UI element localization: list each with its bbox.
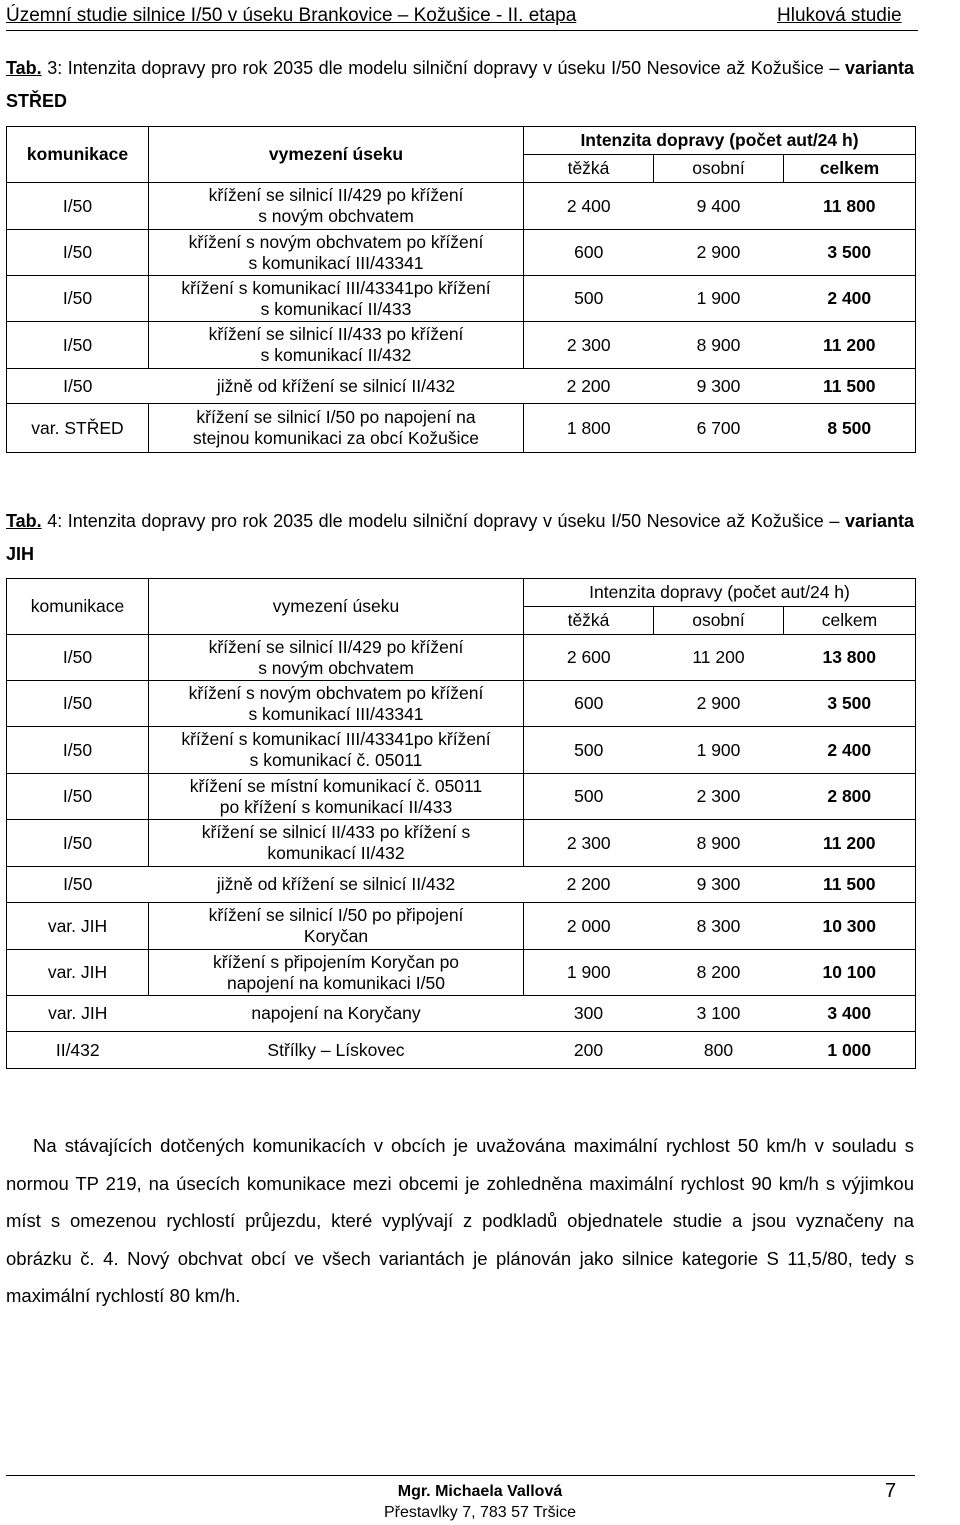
cell-osobni: 2 900 bbox=[654, 230, 784, 276]
cell-tezka: 500 bbox=[524, 727, 654, 774]
cell-tezka: 200 bbox=[524, 1032, 654, 1069]
cell-tezka: 600 bbox=[524, 230, 654, 276]
header-title: Územní studie silnice I/50 v úseku Brankovice – Kožušice - II. etapa bbox=[6, 5, 577, 26]
cell-komunikace: I/50 bbox=[7, 867, 149, 903]
cell-vymezeni: jižně od křížení se silnicí II/432 bbox=[149, 369, 524, 404]
col-header-komunikace: komunikace bbox=[7, 127, 149, 183]
col-header-tezka: těžká bbox=[524, 155, 654, 183]
cell-celkem: 10 100 bbox=[784, 950, 916, 996]
cell-tezka: 600 bbox=[524, 681, 654, 727]
cell-vymezeni bbox=[149, 820, 524, 867]
cell-tezka: 500 bbox=[524, 774, 654, 820]
table-row bbox=[7, 774, 916, 820]
cell-celkem: 11 200 bbox=[784, 322, 916, 369]
cell-vymezeni-line1: křížení s novým obchvatem po křížení bbox=[188, 231, 484, 252]
cell-celkem: 3 500 bbox=[784, 230, 916, 276]
cell-vymezeni: Střílky – Lískovec bbox=[149, 1032, 524, 1069]
cell-vymezeni-line2: s komunikací III/43341 bbox=[248, 252, 424, 273]
cell-vymezeni-line2: s novým obchvatem bbox=[258, 206, 414, 226]
table-row bbox=[7, 404, 916, 453]
body-paragraph-text: Na stávajících dotčených komunikacích v obcích je uvažována maximální rychlost 50 km/h v souladu s normou TP 219, na úsecích komunikace mezi obcemi je zohledněna maximální rychlost 90 km/h s výjimkou míst s omezenou rychlostí průjezdu, které vyplývají z podkladů objednatele studie a jsou vyznačeny na obrázku č. 4. Nový obchvat obcí ve všech variantách je plánován jako silnice kategorie S 11,5/80, tedy s maximální rychlostí 80 km/h. bbox=[6, 1135, 914, 1306]
footer-divider bbox=[6, 1475, 915, 1476]
table3-caption-number: 3 bbox=[47, 58, 58, 78]
table-row bbox=[7, 369, 916, 404]
cell-celkem: 11 500 bbox=[784, 369, 916, 404]
table-row bbox=[7, 183, 916, 230]
header-doc-type: Hluková studie bbox=[777, 5, 902, 26]
cell-celkem: 11 800 bbox=[784, 183, 916, 230]
cell-vymezeni-line1: křížení se silnicí I/50 po napojení na bbox=[196, 407, 476, 427]
cell-osobni: 2 300 bbox=[654, 774, 784, 820]
cell-tezka: 300 bbox=[524, 996, 654, 1032]
cell-vymezeni bbox=[149, 681, 524, 727]
cell-komunikace: var. JIH bbox=[7, 996, 149, 1032]
cell-tezka: 2 000 bbox=[524, 903, 654, 950]
cell-celkem: 10 300 bbox=[784, 903, 916, 950]
cell-vymezeni bbox=[149, 276, 524, 322]
table-row bbox=[7, 322, 916, 369]
cell-tezka: 2 300 bbox=[524, 322, 654, 369]
col-header-komunikace: komunikace bbox=[7, 579, 149, 635]
cell-vymezeni bbox=[149, 230, 524, 276]
page-header bbox=[6, 0, 918, 31]
col-header-intenzita: Intenzita dopravy (počet aut/24 h) bbox=[524, 579, 916, 607]
col-header-tezka: těžká bbox=[524, 607, 654, 635]
cell-celkem: 8 500 bbox=[784, 404, 916, 453]
table-row bbox=[7, 867, 916, 903]
cell-osobni: 6 700 bbox=[654, 404, 784, 453]
cell-osobni: 9 400 bbox=[654, 183, 784, 230]
table-row bbox=[7, 950, 916, 996]
cell-vymezeni bbox=[149, 635, 524, 681]
cell-vymezeni-line1: křížení se silnicí II/429 po křížení bbox=[208, 636, 464, 657]
cell-komunikace: I/50 bbox=[7, 369, 149, 404]
cell-osobni: 11 200 bbox=[654, 635, 784, 681]
cell-vymezeni-line2: s novým obchvatem bbox=[258, 657, 414, 678]
cell-tezka: 2 400 bbox=[524, 183, 654, 230]
cell-komunikace: var. JIH bbox=[7, 950, 149, 996]
cell-vymezeni-line2: napojení na komunikaci I/50 bbox=[227, 972, 445, 993]
footer-address: Přestavlky 7, 783 57 Tršice bbox=[383, 1504, 577, 1521]
cell-osobni: 8 200 bbox=[654, 950, 784, 996]
table-row bbox=[7, 681, 916, 727]
cell-osobni: 800 bbox=[654, 1032, 784, 1069]
cell-vymezeni-line1: křížení s novým obchvatem po křížení bbox=[188, 682, 484, 703]
cell-komunikace: I/50 bbox=[7, 635, 149, 681]
table4-caption-text: : Intenzita dopravy pro rok 2035 dle modelu silniční dopravy v úseku I/50 Nesovice až Kožušice – bbox=[57, 511, 840, 531]
cell-celkem: 2 400 bbox=[784, 276, 916, 322]
table-row bbox=[7, 996, 916, 1032]
cell-vymezeni-line1: křížení s připojením Koryčan po bbox=[212, 951, 460, 972]
table4-caption-label: Tab. bbox=[6, 511, 42, 531]
cell-tezka: 2 300 bbox=[524, 820, 654, 867]
table3-caption bbox=[6, 52, 914, 118]
cell-vymezeni-line1: křížení se silnicí I/50 po připojení bbox=[208, 905, 464, 925]
table4-caption-number: 4 bbox=[47, 511, 58, 531]
cell-celkem: 13 800 bbox=[784, 635, 916, 681]
cell-komunikace: I/50 bbox=[7, 820, 149, 867]
cell-komunikace: I/50 bbox=[7, 183, 149, 230]
cell-vymezeni bbox=[149, 727, 524, 774]
table-row bbox=[7, 1032, 916, 1069]
col-header-osobni: osobní bbox=[654, 607, 784, 635]
cell-vymezeni-line2: Koryčan bbox=[303, 926, 369, 946]
col-header-celkem: celkem bbox=[784, 155, 916, 183]
cell-komunikace: I/50 bbox=[7, 276, 149, 322]
cell-vymezeni-line1: křížení s komunikací III/43341po křížení bbox=[181, 729, 491, 749]
table-row bbox=[7, 635, 916, 681]
table-row bbox=[7, 820, 916, 867]
cell-komunikace: II/432 bbox=[7, 1032, 149, 1069]
table4 bbox=[6, 578, 916, 1069]
cell-vymezeni-line2: s komunikací č. 05011 bbox=[249, 750, 423, 770]
cell-komunikace: var. STŘED bbox=[7, 404, 149, 453]
cell-vymezeni: napojení na Koryčany bbox=[149, 996, 524, 1032]
col-header-celkem: celkem bbox=[784, 607, 916, 635]
cell-tezka: 2 600 bbox=[524, 635, 654, 681]
table-row bbox=[7, 727, 916, 774]
cell-komunikace: I/50 bbox=[7, 727, 149, 774]
cell-komunikace: I/50 bbox=[7, 774, 149, 820]
cell-osobni: 1 900 bbox=[654, 727, 784, 774]
cell-vymezeni-line1: křížení se silnicí II/433 po křížení s bbox=[201, 822, 471, 842]
cell-tezka: 2 200 bbox=[524, 867, 654, 903]
col-header-osobni: osobní bbox=[654, 155, 784, 183]
cell-vymezeni: jižně od křížení se silnicí II/432 bbox=[149, 867, 524, 903]
cell-vymezeni bbox=[149, 903, 524, 950]
cell-vymezeni-line1: křížení s komunikací III/43341po křížení bbox=[181, 277, 491, 298]
cell-osobni: 9 300 bbox=[654, 369, 784, 404]
table4-caption bbox=[6, 505, 914, 571]
cell-celkem: 2 400 bbox=[784, 727, 916, 774]
table3-caption-text: : Intenzita dopravy pro rok 2035 dle modelu silniční dopravy v úseku I/50 Nesovice až Kožušice – bbox=[57, 58, 840, 78]
cell-osobni: 1 900 bbox=[654, 276, 784, 322]
cell-osobni: 8 300 bbox=[654, 903, 784, 950]
cell-vymezeni-line2: s komunikací II/433 bbox=[260, 298, 412, 319]
cell-vymezeni bbox=[149, 774, 524, 820]
col-header-intenzita: Intenzita dopravy (počet aut/24 h) bbox=[524, 127, 916, 155]
cell-vymezeni-line2: stejnou komunikaci za obcí Kožušice bbox=[193, 428, 479, 448]
col-header-vymezeni: vymezení úseku bbox=[149, 127, 524, 183]
cell-vymezeni bbox=[149, 322, 524, 369]
body-paragraph bbox=[6, 1127, 914, 1315]
cell-tezka: 1 900 bbox=[524, 950, 654, 996]
table3-caption-variant: varianta STŘED bbox=[6, 58, 914, 111]
cell-celkem: 2 800 bbox=[784, 774, 916, 820]
cell-tezka: 500 bbox=[524, 276, 654, 322]
cell-komunikace: I/50 bbox=[7, 230, 149, 276]
cell-komunikace: var. JIH bbox=[7, 903, 149, 950]
cell-celkem: 3 400 bbox=[784, 996, 916, 1032]
cell-celkem: 3 500 bbox=[784, 681, 916, 727]
cell-vymezeni-line2: komunikací II/432 bbox=[267, 843, 405, 863]
cell-celkem: 1 000 bbox=[784, 1032, 916, 1069]
cell-vymezeni-line1: křížení se silnicí II/433 po křížení bbox=[208, 324, 464, 344]
cell-vymezeni-line2: po křížení s komunikací II/433 bbox=[219, 796, 453, 817]
cell-celkem: 11 500 bbox=[784, 867, 916, 903]
cell-vymezeni bbox=[149, 950, 524, 996]
cell-osobni: 3 100 bbox=[654, 996, 784, 1032]
table-row bbox=[7, 230, 916, 276]
table-row bbox=[7, 903, 916, 950]
table3 bbox=[6, 126, 916, 453]
table-row bbox=[7, 276, 916, 322]
table4-caption-variant: varianta JIH bbox=[6, 511, 914, 564]
page-number: 7 bbox=[885, 1480, 897, 1502]
footer-author-name: Mgr. Michaela Vallová bbox=[397, 1483, 563, 1500]
cell-osobni: 8 900 bbox=[654, 322, 784, 369]
cell-tezka: 2 200 bbox=[524, 369, 654, 404]
table3-caption-label: Tab. bbox=[6, 58, 42, 78]
cell-vymezeni-line2: s komunikací III/43341 bbox=[248, 703, 424, 724]
cell-celkem: 11 200 bbox=[784, 820, 916, 867]
cell-vymezeni bbox=[149, 183, 524, 230]
cell-osobni: 9 300 bbox=[654, 867, 784, 903]
cell-vymezeni-line2: s komunikací II/432 bbox=[260, 345, 412, 365]
cell-vymezeni bbox=[149, 404, 524, 453]
cell-komunikace: I/50 bbox=[7, 322, 149, 369]
cell-osobni: 2 900 bbox=[654, 681, 784, 727]
col-header-vymezeni: vymezení úseku bbox=[149, 579, 524, 635]
cell-komunikace: I/50 bbox=[7, 681, 149, 727]
cell-osobni: 8 900 bbox=[654, 820, 784, 867]
cell-tezka: 1 800 bbox=[524, 404, 654, 453]
cell-vymezeni-line1: křížení se místní komunikací č. 05011 bbox=[189, 775, 483, 796]
cell-vymezeni-line1: křížení se silnicí II/429 po křížení bbox=[208, 185, 464, 205]
